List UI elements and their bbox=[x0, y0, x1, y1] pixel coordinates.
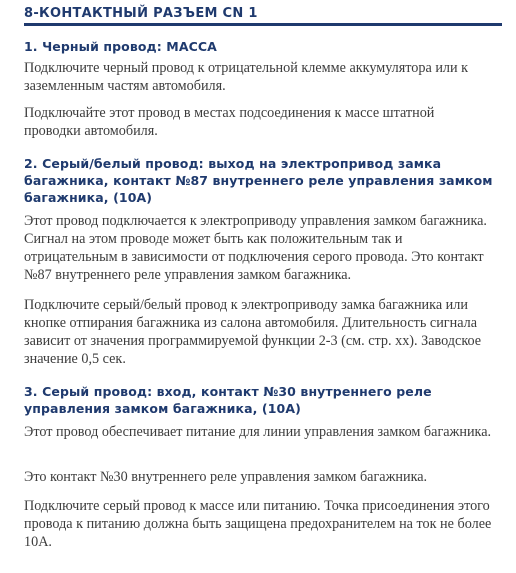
wire-2-paragraph-1: Этот провод подключается к электроприводу управления замком багажника. Сигнал на этом проводе может быть как положительным так и отрицательным в зависимости от подключения серого провода. Это контакт №87 внутреннего реле управления замком багажника. bbox=[24, 213, 487, 283]
wire-2-heading: 2. Серый/белый провод: выход на электропривод замка багажника, контакт №87 внутреннего реле управления замком багажника, (10А) bbox=[24, 156, 493, 205]
wire-3-paragraph-1: Этот провод обеспечивает питание для линии управления замком багажника. bbox=[24, 424, 492, 440]
wire-1-paragraph-2: Подключайте этот провод в местах подсоединения к массе штатной проводки автомобиля. bbox=[24, 105, 435, 139]
wire-3-paragraph-3: Подключите серый провод к массе или питанию. Точка присоединения этого провода к питанию должна быть защищена предохранителем на ток не более 10А. bbox=[24, 498, 492, 550]
wire-2-paragraph-2: Подключите серый/белый провод к электроприводу замка багажника или кнопке отпирания багажника из салона автомобиля. Длительность сигнала зависит от значения программируемой функции 2-3 (см. стр. хх). Заводское значение 0,5 сек. bbox=[24, 297, 482, 367]
title-underline bbox=[24, 23, 502, 26]
wire-1-heading: 1. Черный провод: МАССА bbox=[24, 39, 217, 54]
wire-1-paragraph-1: Подключите черный провод к отрицательной клемме аккумулятора или к заземленным частям автомобиля. bbox=[24, 60, 469, 94]
section-title: 8-КОНТАКТНЫЙ РАЗЪЕМ CN 1 bbox=[24, 6, 258, 21]
wire-3-paragraph-2: Это контакт №30 внутреннего реле управления замком багажника. bbox=[24, 469, 428, 485]
wire-3-heading: 3. Серый провод: вход, контакт №30 внутреннего реле управления замком багажника, (10А) bbox=[24, 384, 432, 416]
